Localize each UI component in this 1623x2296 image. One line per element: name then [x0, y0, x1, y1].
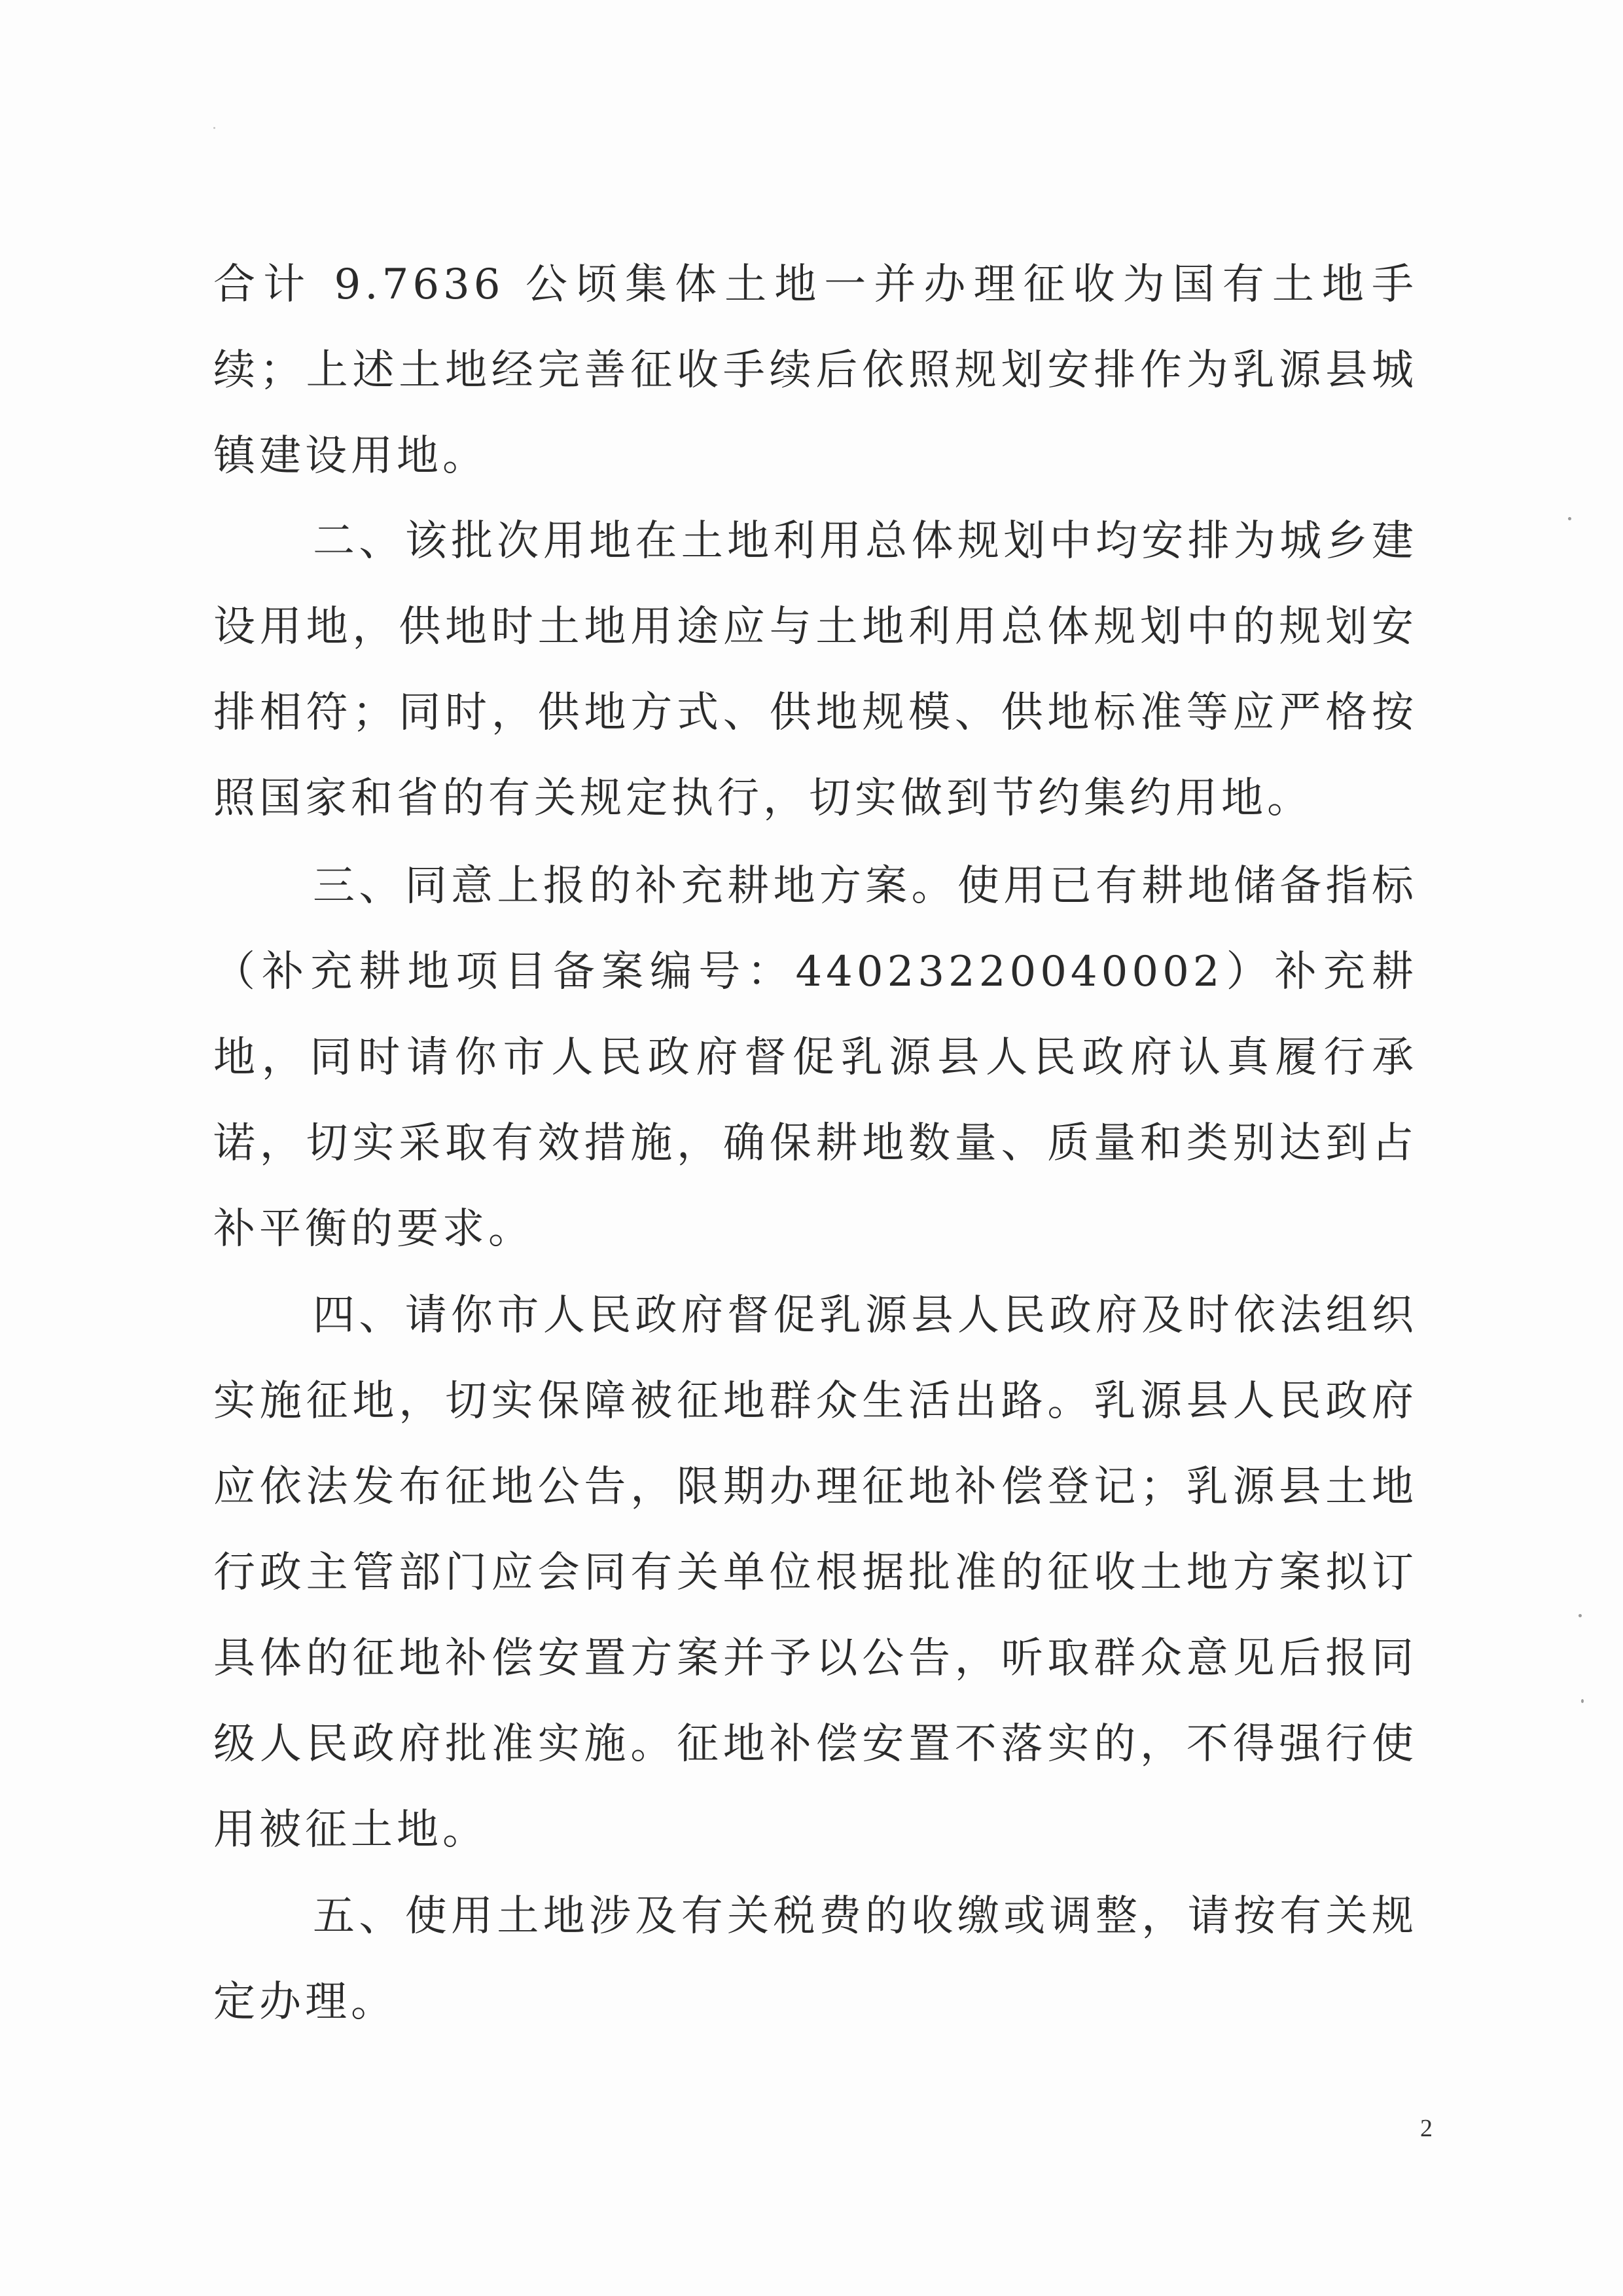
paragraph-item-3: 三、同意上报的补充耕地方案。使用已有耕地储备指标（补充耕地项目备案编号：44023220040002）补充耕地，同时请你市人民政府督促乳源县人民政府认真履行承诺，切实采取有效措施，确保耕地数量、质量和类别达到占补平衡的要求。	[213, 862, 1418, 1253]
paragraph-item-2: 二、该批次用地在土地利用总体规划中均安排为城乡建设用地，供地时土地用途应与土地利用总体规划中的规划安排相符；同时，供地方式、供地规模、供地标准等应严格按照国家和省的有关规定执行，切实做到节约集约用地。	[213, 517, 1418, 823]
scan-speck	[1578, 1614, 1582, 1617]
paragraph-item-5: 五、使用土地涉及有关税费的收缴或调整，请按有关规定办理。	[213, 1892, 1418, 2026]
paragraph-item-4: 四、请你市人民政府督促乳源县人民政府及时依法组织实施征地，切实保障被征地群众生活出路。乳源县人民政府应依法发布征地公告，限期办理征地补偿登记；乳源县土地行政主管部门应会同有关单位根据批准的征收土地方案拟订具体的征地补偿安置方案并予以公告，听取群众意见后报同级人民政府批准实施。征地补偿安置不落实的，不得强行使用被征土地。	[213, 1291, 1418, 1854]
scan-speck	[1568, 517, 1571, 520]
paragraph-continuation: 合计 9.7636 公顷集体土地一并办理征收为国有土地手续；上述土地经完善征收手续后依照规划安排作为乳源县城镇建设用地。	[213, 260, 1418, 480]
scan-speck	[213, 127, 215, 129]
page-number: 2	[1420, 2115, 1433, 2142]
scan-speck	[1581, 1699, 1584, 1703]
